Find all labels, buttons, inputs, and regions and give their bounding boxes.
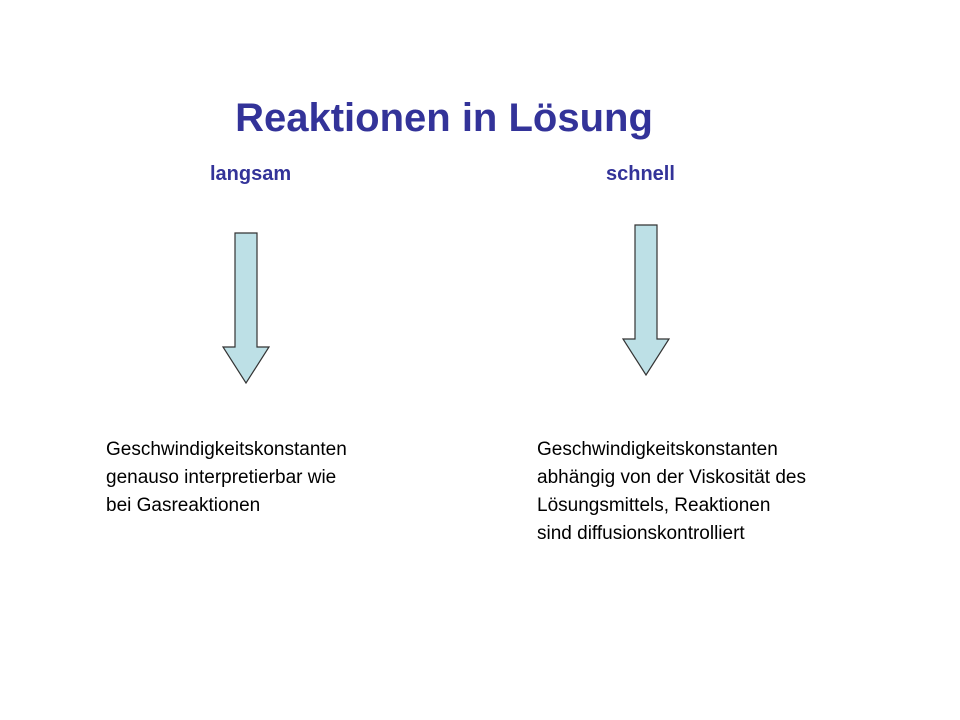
- description-line: abhängig von der Viskosität des: [537, 467, 806, 488]
- description-line: Lösungsmittels, Reaktionen: [537, 495, 771, 516]
- description-line: genauso interpretierbar wie: [106, 467, 337, 488]
- description-fast: [537, 436, 806, 548]
- label-slow: langsam: [210, 163, 292, 185]
- description-slow: [106, 436, 347, 520]
- page-title: Reaktionen in Lösung: [235, 96, 653, 140]
- label-fast: schnell: [606, 163, 675, 185]
- description-line: bei Gasreaktionen: [106, 495, 261, 516]
- down-arrow-icon: [222, 232, 270, 384]
- description-line: sind diffusionskontrolliert: [537, 523, 745, 544]
- down-arrow-icon: [622, 224, 670, 376]
- description-line: Geschwindigkeitskonstanten: [537, 439, 778, 460]
- description-line: Geschwindigkeitskonstanten: [106, 439, 347, 460]
